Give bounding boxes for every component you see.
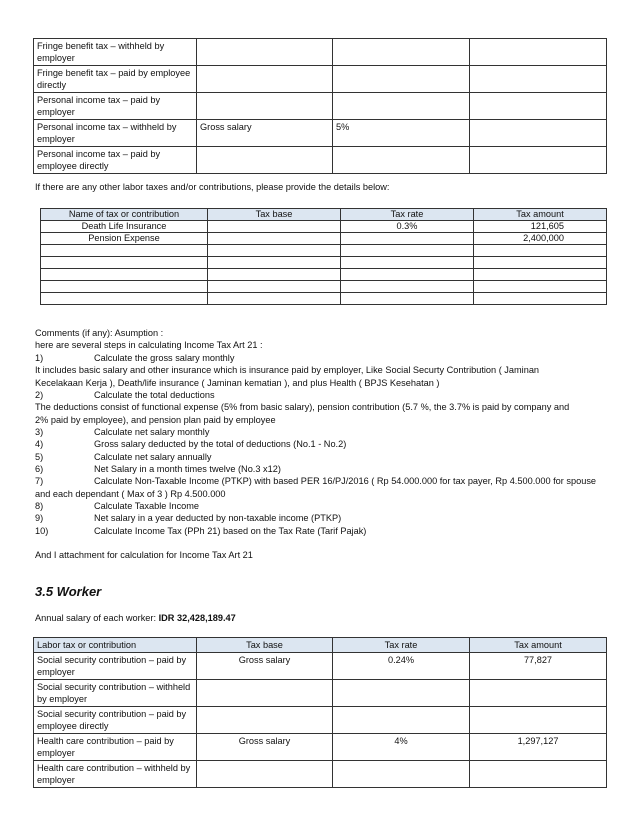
other-taxes-table <box>40 208 607 305</box>
comments-text: The deductions consist of functional expense (5% from basic salary), pension contribution (5.7 %, the 3.7% is paid by company and <box>35 402 570 412</box>
table-row <box>34 93 607 120</box>
comments-text: It includes basic salary and other insurance which is insurance paid by employer, Like Social Securty Contribution ( Jaminan <box>35 365 540 375</box>
step-8: 8) Calculate Taxable Income <box>35 501 200 511</box>
table-row <box>34 66 607 93</box>
tax-base-cell: Gross salary <box>197 734 333 761</box>
comments-text: Kecelakaan Kerja ), Death/life insurance ( Jaminan kematian ), and plus Health ( BPJS Kesehatan ) <box>35 378 440 388</box>
step-5: 5) Calculate net salary annually <box>35 452 212 462</box>
column-header: Tax amount <box>470 638 607 653</box>
annual-salary: Annual salary of each worker: IDR 32,428,189.47 <box>35 613 236 623</box>
tax-amount-cell <box>470 761 607 788</box>
tax-base-cell <box>197 39 333 66</box>
comments-text: here are several steps in calculating Income Tax Art 21 : <box>35 340 263 350</box>
step-10: 10) Calculate Income Tax (PPh 21) based on the Tax Rate (Tarif Pajak) <box>35 526 367 536</box>
comments-text: 2% paid by employee), and pension plan paid by employee <box>35 415 276 425</box>
table-row <box>41 269 607 281</box>
table-row <box>34 39 607 66</box>
other-taxes-intro: If there are any other labor taxes and/or contributions, please provide the details below: <box>35 182 390 192</box>
tax-base-cell <box>197 680 333 707</box>
tax-rate-cell <box>333 93 470 120</box>
table-row <box>41 293 607 305</box>
tax-rate-cell <box>333 147 470 174</box>
tax-name-cell: Fringe benefit tax – withheld by employer <box>34 39 197 66</box>
tax-rate-cell <box>333 66 470 93</box>
tax-name-cell: Death Life Insurance <box>41 221 208 233</box>
tax-name-cell: Personal income tax – paid by employer <box>34 93 197 120</box>
table-row <box>41 245 607 257</box>
tax-rate-cell: 0.24% <box>333 653 470 680</box>
tax-base-cell <box>208 233 341 245</box>
column-header: Tax amount <box>474 209 607 221</box>
step-2: 2) Calculate the total deductions <box>35 390 215 400</box>
tax-name-cell: Personal income tax – withheld by employer <box>34 120 197 147</box>
tax-name-cell: Social security contribution – paid by employee directly <box>34 707 197 734</box>
tax-amount-cell: 121,605 <box>474 221 607 233</box>
tax-amount-cell <box>470 147 607 174</box>
tax-base-cell: Gross salary <box>197 120 333 147</box>
comments-label: Comments (if any): Asumption : <box>35 328 164 338</box>
tax-rate-cell <box>333 39 470 66</box>
table-row <box>41 281 607 293</box>
table-row <box>34 707 607 734</box>
column-header: Name of tax or contribution <box>41 209 208 221</box>
tax-base-cell <box>197 93 333 120</box>
tax-rate-cell: 0.3% <box>341 221 474 233</box>
table-row <box>34 680 607 707</box>
tax-amount-cell <box>470 93 607 120</box>
step-4: 4) Gross salary deducted by the total of deductions (No.1 - No.2) <box>35 439 347 449</box>
worker-tax-table <box>33 637 607 788</box>
tax-amount-cell <box>470 680 607 707</box>
column-header: Tax base <box>197 638 333 653</box>
table-header-row <box>41 209 607 221</box>
table-row <box>41 257 607 269</box>
tax-amount-cell: 77,827 <box>470 653 607 680</box>
table-row <box>34 653 607 680</box>
tax-name-cell: Health care contribution – withheld by employer <box>34 761 197 788</box>
section-heading: 3.5 Worker <box>35 584 102 599</box>
tax-name-cell: Social security contribution – withheld by employer <box>34 680 197 707</box>
step-7: 7) Calculate Non-Taxable Income (PTKP) with based PER 16/PJ/2016 ( Rp 54.000.000 for tax payer, Rp 4.500.000 for spouse <box>35 476 597 486</box>
tax-base-cell: Gross salary <box>197 653 333 680</box>
tax-name-cell: Fringe benefit tax – paid by employee directly <box>34 66 197 93</box>
table-row <box>41 233 607 245</box>
tax-base-cell <box>197 66 333 93</box>
table-header-row <box>34 638 607 653</box>
tax-amount-cell <box>470 39 607 66</box>
tax-base-cell <box>208 221 341 233</box>
column-header: Tax rate <box>333 638 470 653</box>
step-9: 9) Net salary in a year deducted by non-taxable income (PTKP) <box>35 513 342 523</box>
tax-rate-cell: 5% <box>333 120 470 147</box>
step-3: 3) Calculate net salary monthly <box>35 427 210 437</box>
tax-base-cell <box>197 147 333 174</box>
tax-amount-cell: 1,297,127 <box>470 734 607 761</box>
column-header: Labor tax or contribution <box>34 638 197 653</box>
tax-name-cell: Personal income tax – paid by employee directly <box>34 147 197 174</box>
tax-base-cell <box>197 707 333 734</box>
tax-name-cell: Social security contribution – paid by employer <box>34 653 197 680</box>
tax-rate-cell <box>333 680 470 707</box>
tax-rate-cell: 4% <box>333 734 470 761</box>
table-row <box>34 147 607 174</box>
tax-name-cell: Health care contribution – paid by employer <box>34 734 197 761</box>
attachment-note: And I attachment for calculation for Income Tax Art 21 <box>35 550 253 560</box>
tax-rate-cell <box>333 761 470 788</box>
table-row <box>34 120 607 147</box>
table-row <box>34 761 607 788</box>
tax-rate-cell <box>341 233 474 245</box>
tax-name-cell: Pension Expense <box>41 233 208 245</box>
tax-amount-cell <box>470 707 607 734</box>
tax-base-cell <box>197 761 333 788</box>
step-1: 1) Calculate the gross salary monthly <box>35 353 235 363</box>
tax-amount-cell <box>470 120 607 147</box>
tax-amount-cell: 2,400,000 <box>474 233 607 245</box>
comments-text: and each dependant ( Max of 3 ) Rp 4.500.000 <box>35 489 226 499</box>
employer-tax-table <box>33 38 607 174</box>
table-row <box>41 221 607 233</box>
tax-amount-cell <box>470 66 607 93</box>
column-header: Tax rate <box>341 209 474 221</box>
table-row <box>34 734 607 761</box>
step-6: 6) Net Salary in a month times twelve (No.3 x12) <box>35 464 281 474</box>
tax-rate-cell <box>333 707 470 734</box>
column-header: Tax base <box>208 209 341 221</box>
